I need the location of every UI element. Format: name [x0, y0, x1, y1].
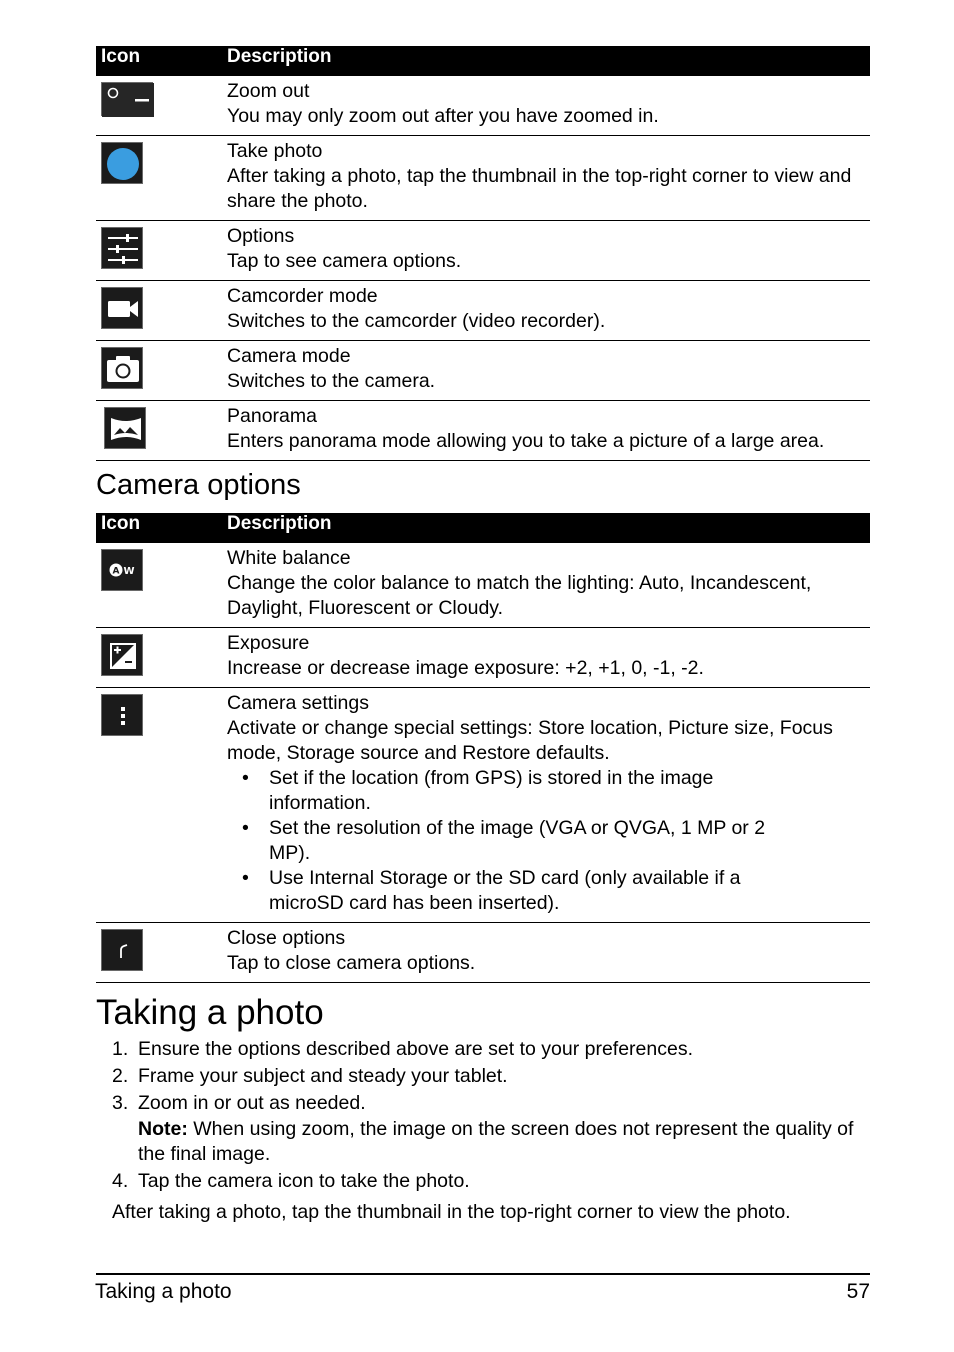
row-title: Exposure: [227, 632, 310, 654]
step-number: 2.: [112, 1065, 129, 1087]
icon-cell: [96, 221, 223, 281]
exposure-icon: [101, 634, 143, 676]
white-balance-icon: [101, 549, 143, 591]
icon-cell: [96, 628, 223, 688]
row-title: Take photo: [227, 140, 323, 162]
table-row: [96, 401, 870, 461]
after-photo-paragraph: After taking a photo, tap the thumbnail in the top-right corner to view the photo.: [112, 1200, 791, 1223]
description-cell: [223, 923, 870, 983]
step-text: Frame your subject and steady your tablet.: [138, 1065, 508, 1087]
camera-icon: [101, 347, 143, 389]
description-cell: [223, 688, 870, 923]
row-description: Tap to see camera options.: [227, 250, 462, 272]
list-item: [96, 1037, 870, 1063]
description-cell: [223, 136, 870, 221]
row-description: Tap to close camera options.: [227, 952, 476, 974]
list-item: [96, 1064, 870, 1090]
panorama-icon: [104, 407, 146, 449]
steps-list: [96, 1037, 870, 1195]
svg-text:W: W: [123, 566, 135, 577]
note-text: When using zoom, the image on the screen does not represent the quality of the final image.: [138, 1117, 854, 1165]
column-header-description: Description: [223, 513, 870, 543]
row-description: You may only zoom out after you have zoomed in.: [227, 105, 659, 127]
description-cell: [223, 221, 870, 281]
svg-text:A: A: [112, 566, 120, 577]
description-cell: [223, 628, 870, 688]
table-header-row: [96, 513, 870, 543]
row-description: Change the color balance to match the lighting: Auto, Incandescent, Daylight, Fluorescent or Cloudy.: [227, 572, 812, 619]
camera-options-table: [96, 513, 870, 983]
column-header-icon: Icon: [96, 513, 223, 543]
row-title: Panorama: [227, 405, 317, 427]
icon-cell: [96, 76, 223, 136]
row-title: Zoom out: [227, 80, 310, 102]
icon-cell: [96, 136, 223, 221]
list-item: [96, 1091, 870, 1168]
table-row: [96, 341, 870, 401]
step-number: 3.: [112, 1092, 129, 1114]
row-title: Close options: [227, 927, 346, 949]
zoom-out-icon: [101, 82, 153, 116]
column-header-icon: Icon: [96, 46, 223, 76]
page-footer: [96, 1273, 870, 1304]
step-number: 1.: [112, 1038, 129, 1060]
row-title: Camera mode: [227, 345, 351, 367]
close-options-icon: [101, 929, 143, 971]
row-title: Camera settings: [227, 692, 369, 714]
description-cell: [223, 543, 870, 628]
note-label: Note:: [138, 1117, 188, 1140]
taking-photo-heading: Taking a photo: [96, 993, 324, 1032]
camcorder-icon: [101, 287, 143, 329]
table-row: [96, 136, 870, 221]
table-row: [96, 688, 870, 923]
table-header-row: [96, 46, 870, 76]
settings-bullet-list: [227, 766, 862, 916]
description-cell: [223, 341, 870, 401]
description-cell: [223, 281, 870, 341]
icon-cell: [96, 341, 223, 401]
row-description: Increase or decrease image exposure: +2, +1, 0, -1, -2.: [227, 657, 704, 679]
table-row: [96, 76, 870, 136]
table-row: [96, 221, 870, 281]
step-text: Tap the camera icon to take the photo.: [138, 1170, 470, 1192]
row-description: Switches to the camcorder (video recorder).: [227, 310, 606, 332]
list-item: • Use Internal Storage or the SD card (only available if a microSD card has been inserted).: [242, 866, 789, 916]
step-number: 4.: [112, 1170, 129, 1192]
options-sliders-icon: [101, 227, 143, 269]
icon-cell: [96, 401, 223, 461]
step-text: Ensure the options described above are set to your preferences.: [138, 1038, 693, 1060]
camera-icons-table: [96, 46, 870, 461]
take-photo-icon: [101, 142, 143, 184]
camera-options-heading: Camera options: [96, 469, 301, 501]
table-row: [96, 628, 870, 688]
table-row: [96, 923, 870, 983]
row-description: After taking a photo, tap the thumbnail in the top-right corner to view and share the photo.: [227, 165, 852, 212]
page-number: 57: [846, 1280, 870, 1303]
list-item: [96, 1169, 870, 1195]
list-item: • Set if the location (from GPS) is stored in the image information.: [242, 766, 789, 816]
row-title: Options: [227, 225, 295, 247]
footer-title: Taking a photo: [95, 1280, 232, 1303]
more-vertical-icon: [101, 694, 143, 736]
row-title: White balance: [227, 547, 351, 569]
row-description: Enters panorama mode allowing you to take a picture of a large area.: [227, 430, 825, 452]
description-cell: [223, 76, 870, 136]
list-item: • Set the resolution of the image (VGA or QVGA, 1 MP or 2 MP).: [242, 816, 789, 866]
description-cell: [223, 401, 870, 461]
column-header-description: Description: [223, 46, 870, 76]
row-description: Switches to the camera.: [227, 370, 436, 392]
icon-cell: [96, 281, 223, 341]
icon-cell: [96, 688, 223, 923]
icon-cell: [96, 923, 223, 983]
zoom-note: [138, 1117, 870, 1168]
table-row: [96, 281, 870, 341]
step-text: Zoom in or out as needed.: [138, 1092, 366, 1114]
icon-cell: [96, 543, 223, 628]
table-row: [96, 543, 870, 628]
row-title: Camcorder mode: [227, 285, 378, 307]
page-content: [96, 46, 870, 1225]
row-description: Activate or change special settings: Store location, Picture size, Focus mode, Storage source and Restore defaults.: [227, 717, 833, 764]
